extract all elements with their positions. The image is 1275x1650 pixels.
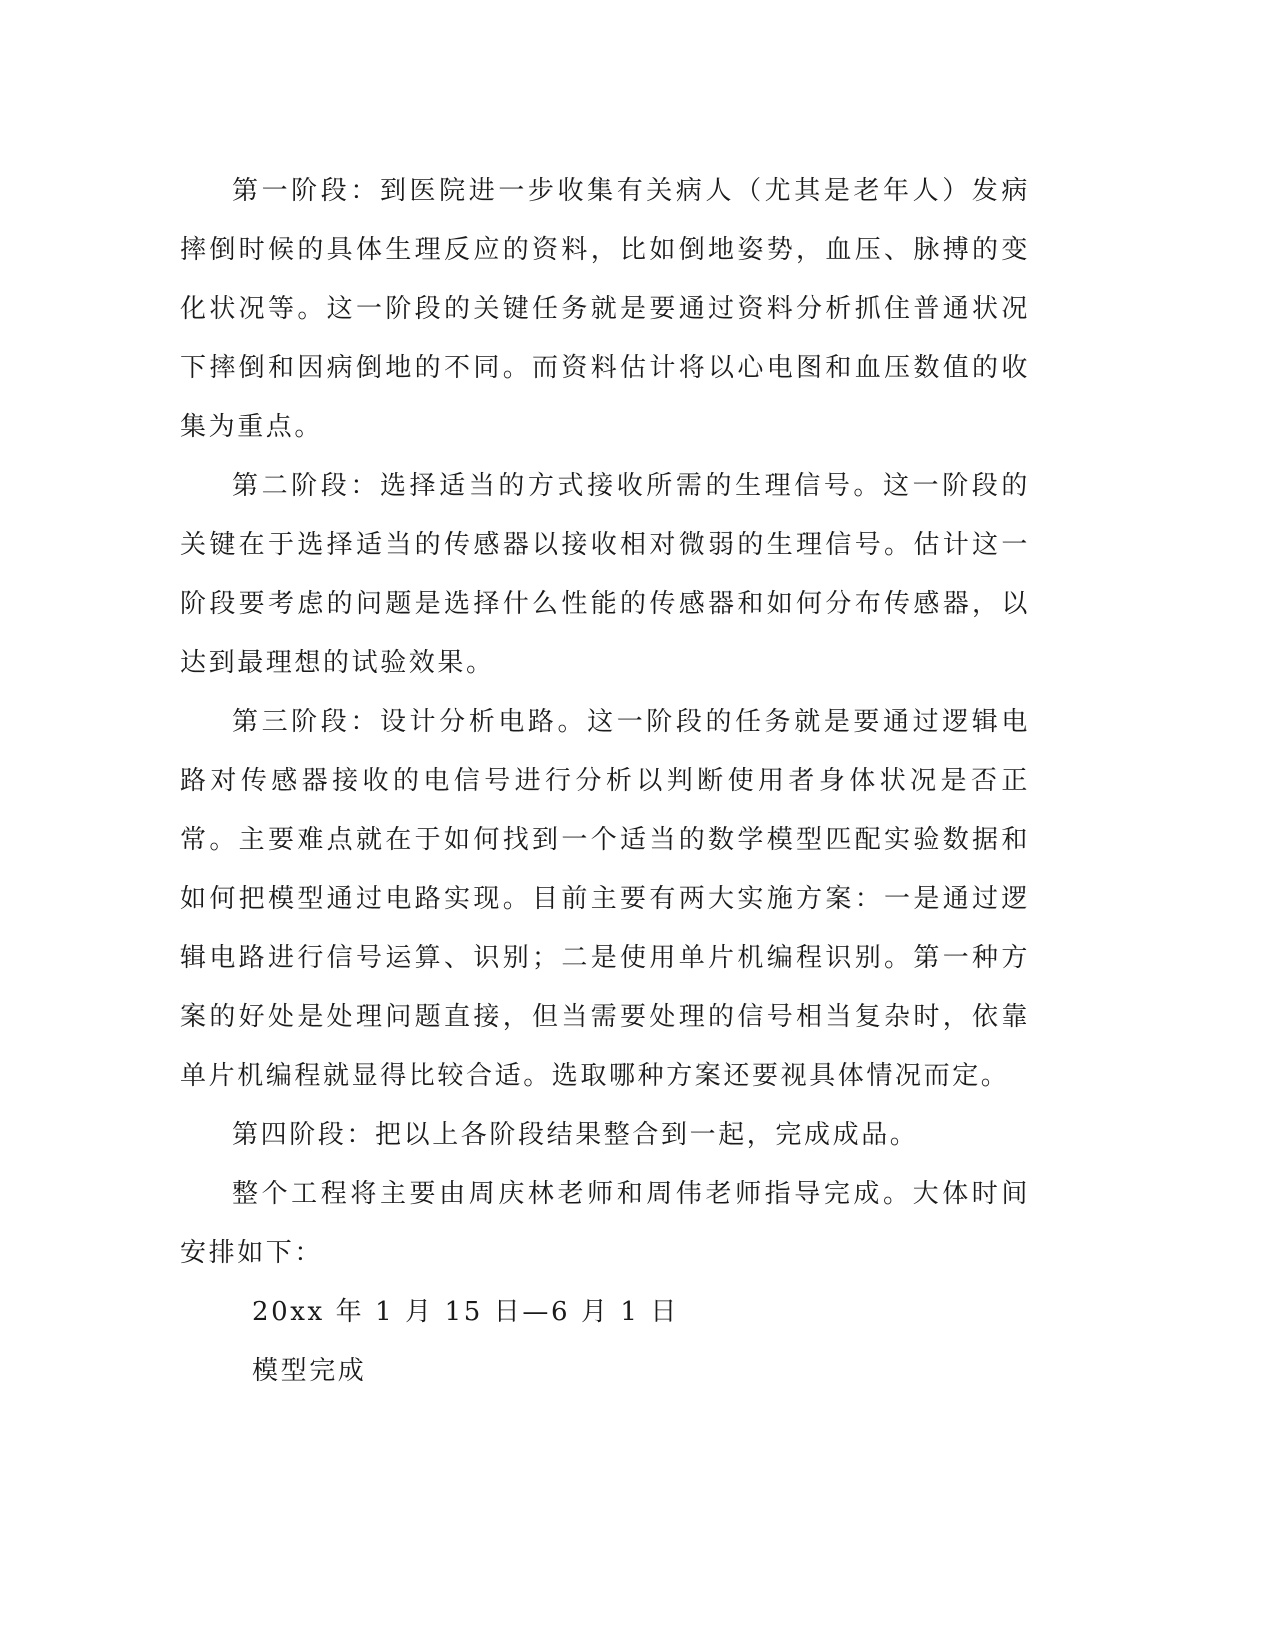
paragraph-stage-three: 第三阶段：设计分析电路。这一阶段的任务就是要通过逻辑电路对传感器接收的电信号进行分析以判断使用者身体状况是否正常。主要难点就在于如何找到一个适当的数学模型匹配实验数据和如何把模型通过电路实现。目前主要有两大实施方案：一是通过逻辑电路进行信号运算、识别；二是使用单片机编程识别。第一种方案的好处是处理问题直接，但当需要处理的信号相当复杂时，依靠单片机编程就显得比较合适。选取哪种方案还要视具体情况而定。 xyxy=(180,707,1030,1091)
paragraph-stage-two: 第二阶段：选择适当的方式接收所需的生理信号。这一阶段的关键在于选择适当的传感器以接收相对微弱的生理信号。估计这一阶段要考虑的问题是选择什么性能的传感器和如何分布传感器，以达到最理想的试验效果。 xyxy=(180,471,1030,678)
paragraph-stage-four: 第四阶段：把以上各阶段结果整合到一起，完成成品。 xyxy=(232,1120,919,1150)
document-body xyxy=(180,162,1030,1401)
schedule-date: 20xx 年 1 月 15 日—6 月 1 日 xyxy=(252,1297,680,1327)
paragraph-schedule-intro: 整个工程将主要由周庆林老师和周伟老师指导完成。大体时间安排如下： xyxy=(180,1179,1030,1268)
schedule-item: 模型完成 xyxy=(252,1356,367,1386)
paragraph-stage-one: 第一阶段：到医院进一步收集有关病人（尤其是老年人）发病摔倒时候的具体生理反应的资料，比如倒地姿势，血压、脉搏的变化状况等。这一阶段的关键任务就是要通过资料分析抓住普通状况下摔倒和因病倒地的不同。而资料估计将以心电图和血压数值的收集为重点。 xyxy=(180,176,1030,442)
